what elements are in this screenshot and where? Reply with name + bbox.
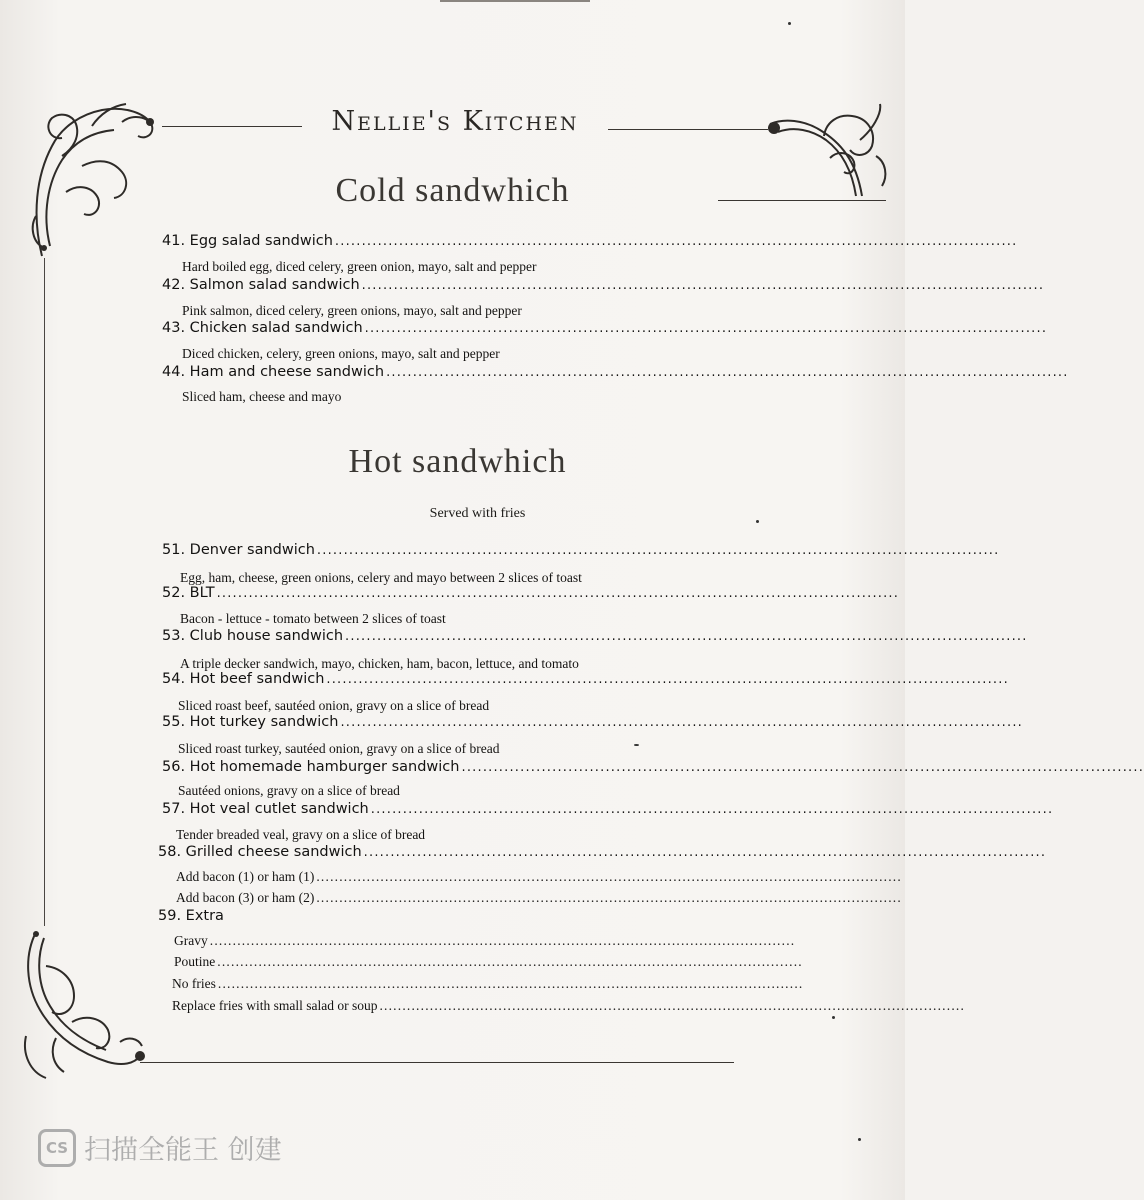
menu-item-label: 41. Egg salad sandwich [162,233,333,249]
header-rule-right [608,129,768,130]
menu-item-52 [162,585,900,601]
menu-option-label: Replace fries with small salad or soup [172,998,378,1013]
menu-option-label: Add bacon (1) or ham (1) [176,869,315,884]
menu-option-label: No fries [172,976,216,991]
dot-leader: ................................................................................................................................ [216,586,900,601]
scan-speck [832,1016,835,1019]
dot-leader: ................................................................................................................................ [340,715,1023,730]
menu-item-label: 58. Grilled cheese sandwich [158,844,362,860]
menu-option-row [176,890,902,906]
dot-leader: ................................................................................................................................ [316,890,902,905]
footer-rule [140,1062,734,1063]
menu-item-description: Hard boiled egg, diced celery, green onion, mayo, salt and pepper [182,259,537,274]
dot-leader: ................................................................................................................................ [334,234,1018,249]
menu-item-description: Sliced roast beef, sautéed onion, gravy on a slice of bread [178,698,490,713]
menu-item-description: Sliced ham, cheese and mayo [182,389,342,404]
dot-leader: ................................................................................................................................ [326,672,1009,687]
dot-leader: ................................................................................................................................ [379,998,966,1013]
dot-leader: ................................................................................................................................ [217,954,803,969]
section-subtitle: Served with fries [429,506,526,521]
menu-item-51 [162,542,1000,558]
dot-leader: ................................................................................................................................ [364,321,1048,336]
menu-item-58 [158,844,1047,860]
dot-leader: ................................................................................................................................ [316,869,902,884]
dot-leader: ................................................................................................................................ [461,760,1144,775]
header-rule-left [162,126,302,127]
dot-leader: ................................................................................................................................ [363,845,1047,860]
section-title-hot: Hot sandwhich [348,443,567,480]
menu-option-row [174,933,796,949]
menu-option-row [172,976,804,992]
menu-item-label: 53. Club house sandwich [162,628,344,644]
menu-item-description: Egg, ham, cheese, green onions, celery and mayo between 2 slices of toast [180,570,582,585]
menu-item-label: 43. Chicken salad sandwich [162,320,363,336]
menu-item-label: 52. BLT [162,585,215,601]
menu-item-53 [162,628,1028,644]
page-title: Nellie's Kitchen [331,106,579,137]
menu-option-row [174,954,803,970]
menu-item-label: 59. Extra [158,908,224,924]
menu-item-59 [158,908,224,924]
menu-item-43 [162,320,1048,336]
menu-option-row [176,869,902,885]
watermark-text: 扫描全能王 创建 [84,1135,282,1166]
dot-leader: ................................................................................................................................ [370,802,1054,817]
menu-item-description: Tender breaded veal, gravy on a slice of bread [176,827,426,842]
scan-speck [788,22,791,25]
menu-item-label: 54. Hot beef sandwich [162,671,325,687]
menu-item-41 [162,233,1018,249]
menu-item-label: 55. Hot turkey sandwich [162,714,339,730]
menu-item-description: Sautéed onions, gravy on a slice of bread [178,783,400,798]
menu-item-44 [162,364,1069,380]
menu-item-label: 51. Denver sandwich [162,542,315,558]
menu-item-description: A triple decker sandwich, mayo, chicken, ham, bacon, lettuce, and tomato [180,656,579,671]
menu-option-label: Gravy [174,933,208,948]
menu-item-57 [162,801,1054,817]
scan-speck [634,744,639,746]
scanner-watermark [38,1128,282,1167]
menu-item-description: Diced chicken, celery, green onions, mayo, salt and pepper [182,346,500,361]
scroll-ornament-icon [16,926,146,1084]
dot-leader: ................................................................................................................................ [209,933,796,948]
scan-speck [756,520,759,523]
menu-option-label: Add bacon (3) or ham (2) [176,890,315,905]
menu-item-description: Bacon - lettuce - tomato between 2 slices of toast [180,611,446,626]
menu-item-label: 56. Hot homemade hamburger sandwich [162,759,460,775]
menu-option-label: Poutine [174,954,216,969]
menu-item-label: 57. Hot veal cutlet sandwich [162,801,369,817]
menu-item-54 [162,671,1009,687]
scan-speck [858,1138,861,1141]
menu-item-55 [162,714,1023,730]
section-title-cold: Cold sandwhich [335,172,570,209]
scan-top-mark [440,0,590,2]
dot-leader: ................................................................................................................................ [217,976,804,991]
frame-left-rule [44,258,45,926]
menu-item-label: 44. Ham and cheese sandwich [162,364,385,380]
menu-item-description: Pink salmon, diced celery, green onions, mayo, salt and pepper [182,303,522,318]
dot-leader: ................................................................................................................................ [386,365,1069,380]
menu-item-56 [162,759,1144,775]
watermark-logo-icon: CS [38,1129,76,1167]
menu-item-42 [162,277,1045,293]
dot-leader: ................................................................................................................................ [316,543,1000,558]
menu-option-row [172,998,966,1014]
menu-item-description: Sliced roast turkey, sautéed onion, gravy on a slice of bread [178,741,500,756]
dot-leader: ................................................................................................................................ [361,278,1045,293]
menu-item-label: 42. Salmon salad sandwich [162,277,360,293]
dot-leader: ................................................................................................................................ [345,629,1028,644]
